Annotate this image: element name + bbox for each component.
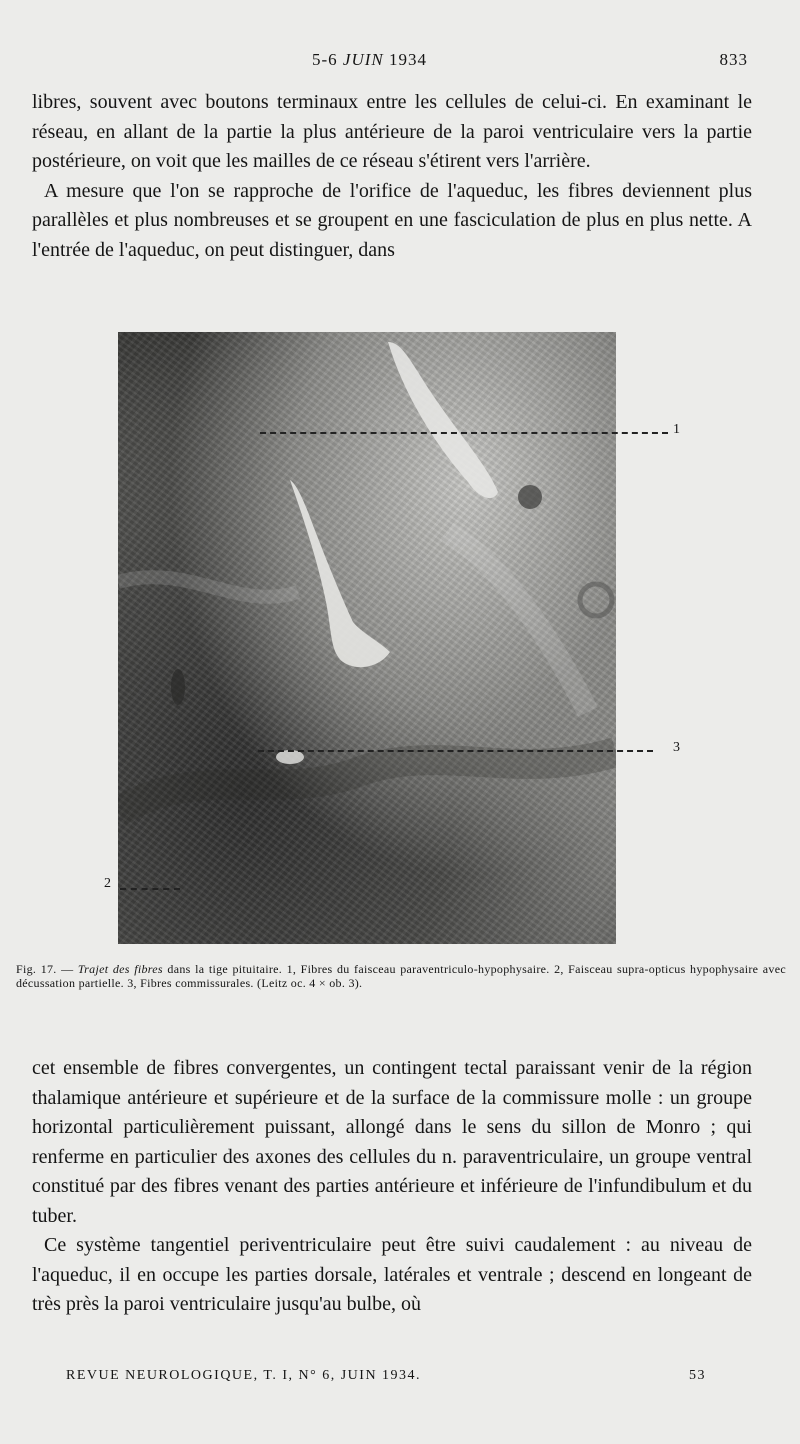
running-head [0,50,800,74]
micrograph-figure [118,332,616,944]
page-footer [0,1368,800,1390]
label-1: 1 [673,422,680,437]
journal-reference: REVUE NEUROLOGIQUE, T. I, N° 6, JUIN 1934. [66,1368,422,1383]
signature-mark: 53 [689,1368,706,1383]
body-text-bottom [32,1054,752,1320]
leader-line-2 [120,888,180,890]
caption-text: dans la tige pituitaire. 1, Fibres du faisceau paraventriculo-hypophysaire. 2, Faisceau supra-opticus hypophysaire avec décussation partielle. 3, Fibres commissurales. (Leitz oc. 4 × ob. 3). [16,962,786,990]
caption-title: Trajet des fibres [77,962,163,976]
header-date: 5-6 JUIN 1934 [312,50,427,69]
body-text-top [32,88,752,265]
label-3: 3 [673,740,680,755]
leader-line-1 [260,432,668,434]
page-number: 833 [719,50,748,69]
paragraph: Ce système tangentiel periventriculaire peut être suivi caudalement : au niveau de l'aqueduc, il en occupe les parties dorsale, latérales et ventrale ; descend en longeant de très près la paroi ventriculaire jusqu'au bulbe, où [32,1234,752,1315]
paragraph: cet ensemble de fibres convergentes, un contingent tectal paraissant venir de la région thalamique antérieure et supérieure et de la surface de la commissure molle : un groupe horizontal particulièrement puissant, allongé dans le sens du sillon de Monro ; qui renferme en particulier des axones des cellules du n. paraventriculaire, un groupe ventral constitué par des fibres venant des parties antérieure et inférieure de l'infundibulum et du tuber. [32,1057,752,1227]
figure-caption [16,962,786,990]
paragraph: libres, souvent avec boutons terminaux entre les cellules de celui-ci. En examinant le réseau, en allant de la partie la plus antérieure de la paroi ventriculaire vers la partie postérieure, on voit que les mailles de ce réseau s'étirent vers l'arrière. [32,91,752,172]
paragraph: A mesure que l'on se rapproche de l'orifice de l'aqueduc, les fibres deviennent plus parallèles et plus nombreuses et se groupent en une fasciculation de plus en plus nette. A l'entrée de l'aqueduc, on peut distinguer, dans [32,179,752,261]
leader-line-3 [258,750,653,752]
caption-figure-number: Fig. 17. — [16,962,74,976]
label-2: 2 [104,876,111,891]
micrograph-image [118,332,616,944]
